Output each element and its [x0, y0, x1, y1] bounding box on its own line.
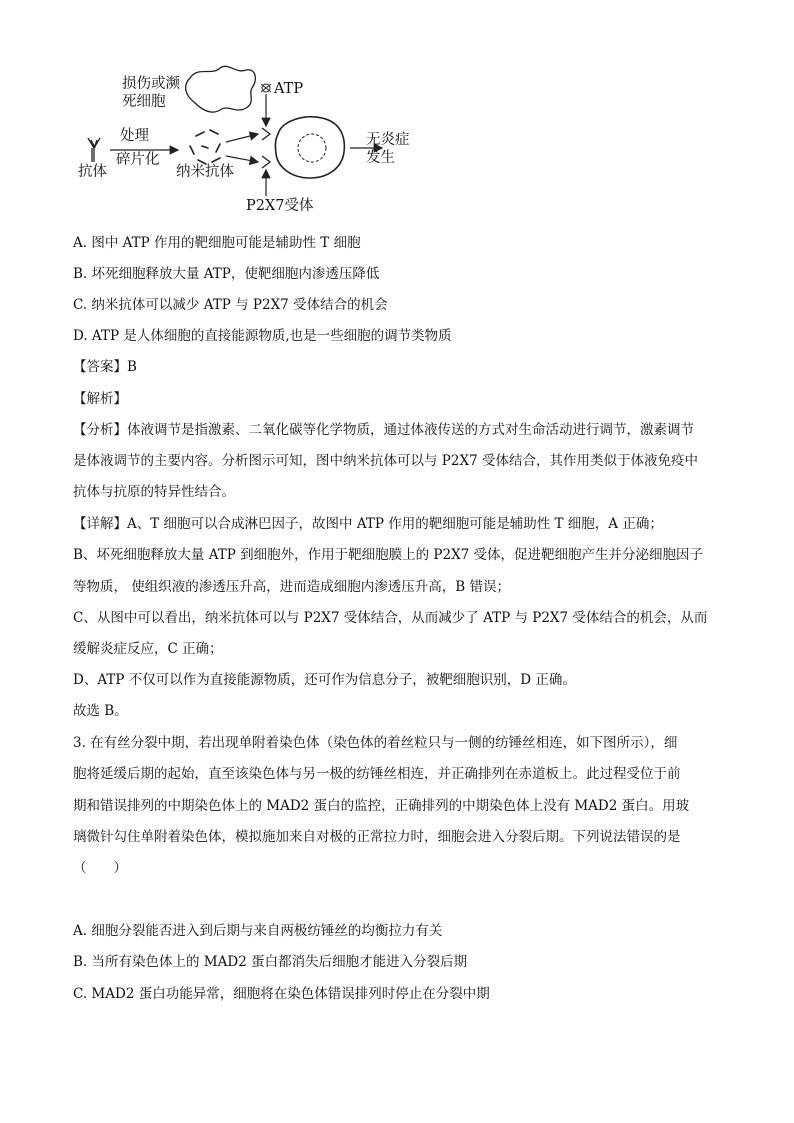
explanation-line: 是体液调节的主要内容。分析图示可知，图中纳米抗体可以与 P2X7 受体结合，其作用类似于体液免疫中 — [73, 453, 698, 469]
target-cell — [275, 117, 344, 178]
question3-stem-line: 胞将延缓后期的起始，直至该染色体与另一极的纺锤丝相连，并正确排列在赤道板上。此过程受位于前 — [73, 766, 681, 782]
nano-antibody-fragments — [190, 130, 220, 164]
explanation-line: B、坏死细胞释放大量 ATP 到细胞外，作用于靶细胞膜上的 P2X7 受体，促进靶细胞产生并分泌细胞因子 — [73, 547, 704, 563]
fragmentation-label: 碎片化 — [116, 152, 160, 168]
no-inflammation-label-1: 无炎症 — [366, 132, 410, 148]
option-a: A. 图中 ATP 作用的靶细胞可能是辅助性 T 细胞 — [73, 235, 361, 251]
question3-stem-line: 期和错误排列的中期染色体上的 MAD2 蛋白的监控，正确排列的中期染色体上没有 MAD2 蛋白。用玻 — [73, 798, 690, 814]
question3-stem-line: 3. 在有丝分裂中期，若出现单附着染色体（染色体的着丝粒只与一侧的纺锤丝相连，如下图所示），细 — [73, 735, 678, 751]
question3-option-a: A. 细胞分裂能否进入到后期与来自两极纺锤丝的均衡拉力有关 — [73, 923, 443, 939]
damaged-cell-label-2: 死细胞 — [122, 94, 166, 110]
question3-stem-line: 璃微针勾住单附着染色体，模拟施加来自对极的正常拉力时，细胞会进入分裂后期。下列说法错误的是 — [73, 829, 681, 845]
no-inflammation-label-2: 发生 — [366, 150, 395, 166]
process-label: 处理 — [120, 128, 149, 144]
explanation-line: 抗体与抗原的特异性结合。 — [73, 484, 235, 500]
question3-option-c: C. MAD2 蛋白功能异常，细胞将在染色体错误排列时停止在分裂中期 — [73, 986, 490, 1002]
explanation-line: 等物质， 使组织液的渗透压升高，进而造成细胞内渗透压升高，B 错误； — [73, 579, 511, 595]
antibody-label: 抗体 — [78, 164, 107, 180]
question3-answer-blank: （ ） — [73, 860, 127, 876]
damaged-cell-label-1: 损伤或濒 — [122, 76, 180, 92]
p2x7-receptor-marks — [262, 128, 270, 168]
option-c: C. 纳米抗体可以减少 ATP 与 P2X7 受体结合的机会 — [73, 297, 388, 313]
option-d: D. ATP 是人体细胞的直接能源物质,也是一些细胞的调节类物质 — [73, 328, 452, 344]
analysis-heading: 【解析】 — [73, 391, 127, 407]
option-b: B. 坏死细胞释放大量 ATP，使靶细胞内渗透压降低 — [73, 266, 380, 282]
p2x7-receptor-label: P2X7受体 — [246, 198, 314, 214]
atp-label: ATP — [274, 81, 304, 97]
antibody-icon — [88, 138, 100, 162]
conclusion-line: 故选 B。 — [73, 703, 128, 719]
explanation-line: D、ATP 不仅可以作为直接能源物质，还可作为信息分子，被靶细胞识别，D 正确。 — [73, 672, 576, 688]
explanation-line: C、从图中可以看出，纳米抗体可以与 P2X7 受体结合，从而减少了 ATP 与 P2X7 受体结合的机会，从而 — [73, 610, 708, 626]
question3-option-b: B. 当所有染色体上的 MAD2 蛋白都消失后细胞才能进入分裂后期 — [73, 954, 468, 970]
explanation-line: 【详解】A、T 细胞可以合成淋巴因子，故图中 ATP 作用的靶细胞可能是辅助性 T 细胞，A 正确； — [73, 516, 663, 532]
atp-p2x7-diagram — [70, 62, 430, 222]
explanation-line: 【分析】体液调节是指激素、二氧化碳等化学物质，通过体液传送的方式对生命活动进行调节，激素调节 — [73, 422, 694, 438]
damaged-cell-shape — [186, 66, 256, 112]
nano-antibody-label: 纳米抗体 — [176, 164, 234, 180]
target-cell-nucleus — [298, 134, 326, 162]
answer-line: 【答案】B — [73, 359, 137, 375]
atp-release-icon — [261, 84, 271, 92]
explanation-line: 缓解炎症反应，C 正确； — [73, 641, 223, 657]
